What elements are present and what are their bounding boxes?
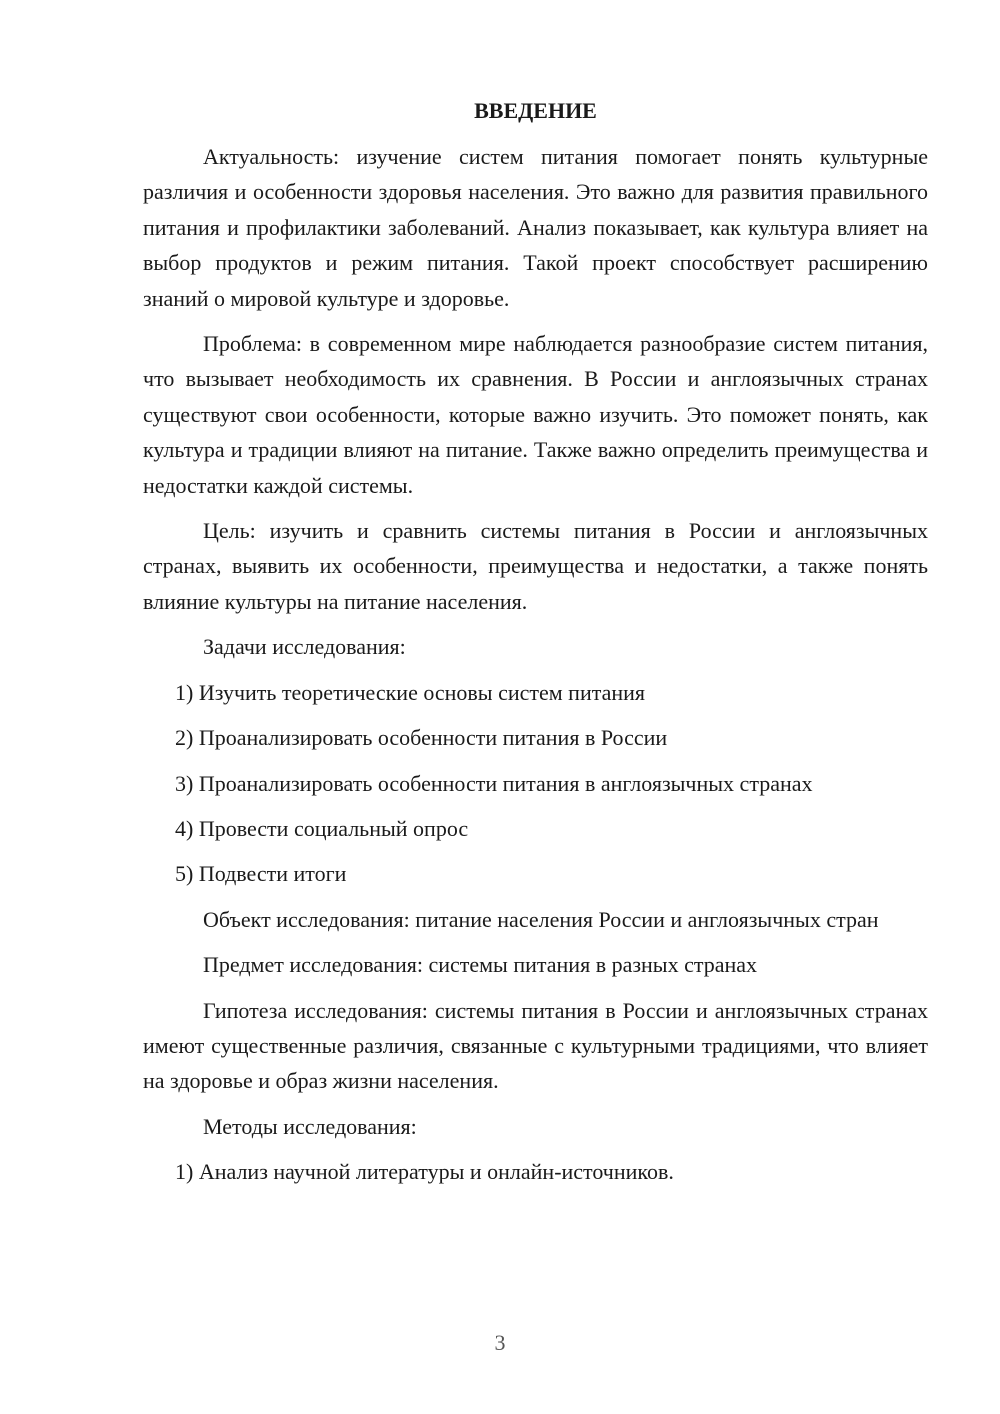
method-item: 1) Анализ научной литературы и онлайн-источников. bbox=[175, 1159, 674, 1185]
task-item: 2) Проанализировать особенности питания в России bbox=[175, 725, 668, 751]
task-item: 4) Провести социальный опрос bbox=[175, 815, 469, 841]
document-page bbox=[143, 96, 928, 1200]
goal-paragraph: Цель: изучить и сравнить системы питания в России и англоязычных странах, выявить их особенности, преимущества и недостатки, а также понять влияние культуры на питание населения. bbox=[143, 518, 928, 614]
page-number: 3 bbox=[494, 1330, 506, 1355]
object-paragraph: Объект исследования: питание населения России и англоязычных стран bbox=[203, 906, 879, 932]
subject-paragraph: Предмет исследования: системы питания в разных странах bbox=[203, 952, 758, 978]
relevance-paragraph: Актуальность: изучение систем питания помогает понять культурные различия и особенности здоровья населения. Это важно для развития правильного питания и профилактики заболеваний. Анализ показывает, как культура влияет на выбор продуктов и режим питания. Такой проект способствует расширению знаний о мировой культуре и здоровье. bbox=[143, 144, 928, 311]
tasks-heading: Задачи исследования: bbox=[203, 634, 406, 660]
page-title: ВВЕДЕНИЕ bbox=[474, 98, 597, 123]
methods-heading: Методы исследования: bbox=[203, 1113, 417, 1139]
task-item: 1) Изучить теоретические основы систем питания bbox=[175, 679, 646, 705]
task-item: 3) Проанализировать особенности питания в англоязычных странах bbox=[175, 770, 813, 796]
problem-paragraph: Проблема: в современном мире наблюдается разнообразие систем питания, что вызывает необходимость их сравнения. В России и англоязычных странах существуют свои особенности, которые важно изучить. Это поможет понять, как культура и традиции влияют на питание. Также важно определить преимущества и недостатки каждой системы. bbox=[143, 331, 928, 498]
hypothesis-paragraph: Гипотеза исследования: системы питания в России и англоязычных странах имеют существенные различия, связанные с культурными традициями, что влияет на здоровье и образ жизни населения. bbox=[143, 997, 928, 1094]
task-item: 5) Подвести итоги bbox=[175, 861, 347, 887]
